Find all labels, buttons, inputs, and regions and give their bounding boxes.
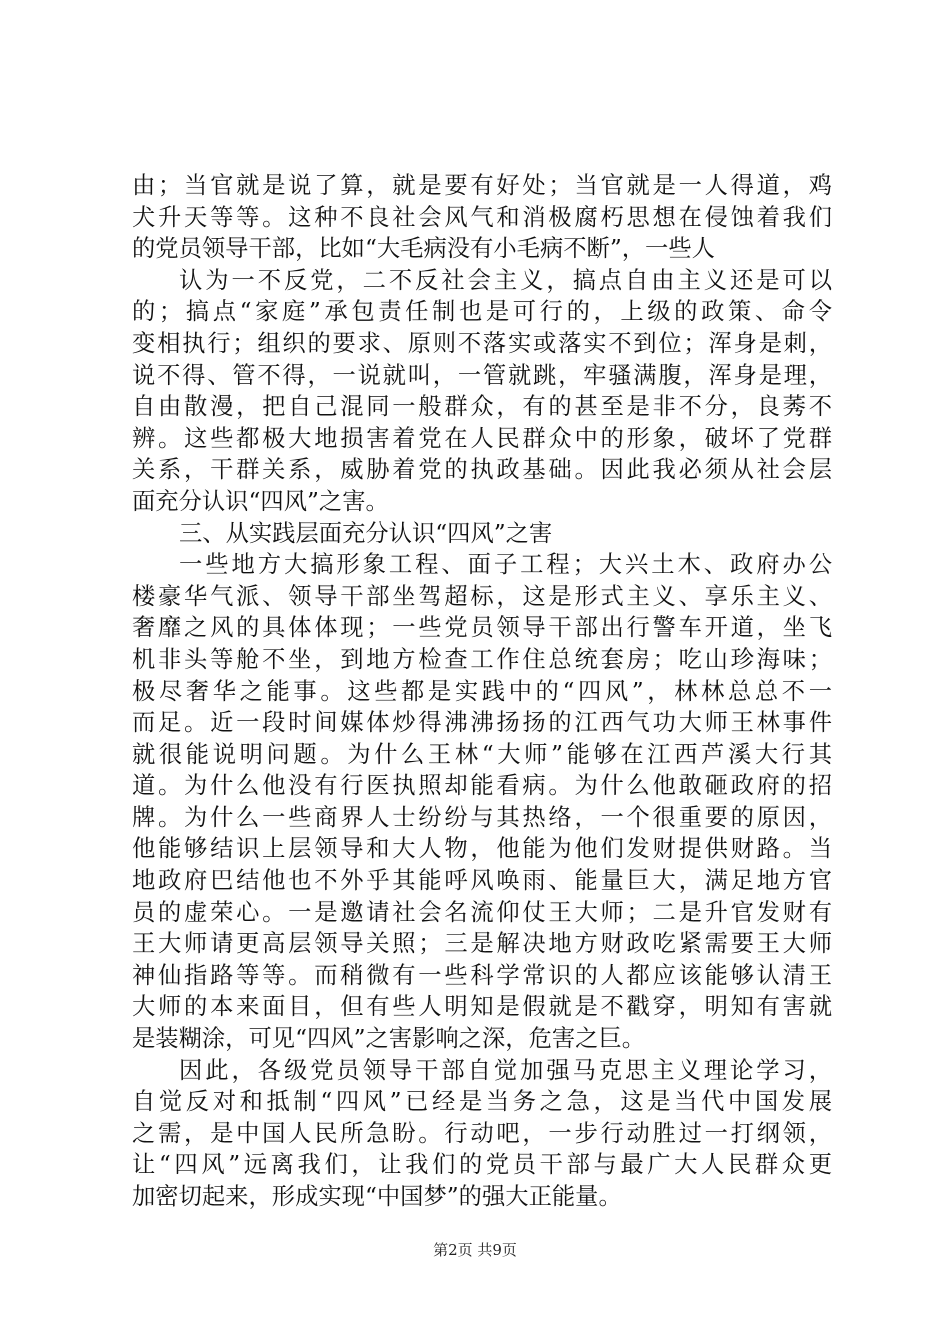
text-line: 神仙指路等等。而稍微有一些科学常识的人都应该能够认清王	[132, 961, 832, 989]
document-body	[132, 170, 832, 1213]
text-line: 道。为什么他没有行医执照却能看病。为什么他敢砸政府的招	[132, 772, 832, 800]
text-line: 因此，各级党员领导干部自觉加强马克思主义理论学习，	[179, 1056, 832, 1084]
text-line: 面充分认识“四风”之害。	[132, 487, 389, 515]
text-line: 一些地方大搞形象工程、面子工程；大兴土木、政府办公	[179, 551, 832, 579]
text-line: 说不得、管不得，一说就叫，一管就跳，牢骚满腹，浑身是理，	[132, 361, 832, 389]
text-line: 犬升天等等。这种不良社会风气和消极腐朽思想在侵蚀着我们	[132, 203, 832, 231]
text-line: 王大师请更高层领导关照；三是解决地方财政吃紧需要王大师	[132, 930, 832, 958]
text-line: 牌。为什么一些商界人士纷纷与其热络，一个很重要的原因，	[132, 803, 832, 831]
text-line: 就很能说明问题。为什么王林“大师”能够在江西芦溪大行其	[132, 740, 832, 768]
text-line: 之需，是中国人民所急盼。行动吧，一步行动胜过一打纲领，	[132, 1119, 832, 1147]
text-line: 员的虚荣心。一是邀请社会名流仰仗王大师；二是升官发财有	[132, 898, 832, 926]
text-line: 让“四风”远离我们，让我们的党员干部与最广大人民群众更	[132, 1151, 832, 1179]
text-line: 的；搞点“家庭”承包责任制也是可行的，上级的政策、命令	[132, 298, 832, 326]
text-line: 而足。近一段时间媒体炒得沸沸扬扬的江西气功大师王林事件	[132, 709, 832, 737]
text-line: 认为一不反党，二不反社会主义，搞点自由主义还是可以	[179, 266, 832, 294]
text-line: 辨。这些都极大地损害着党在人民群众中的形象，破坏了党群	[132, 424, 832, 452]
text-line: 变相执行；组织的要求、原则不落实或落实不到位；浑身是刺，	[132, 329, 832, 357]
text-line: 机非头等舱不坐，到地方检查工作住总统套房；吃山珍海味；	[132, 645, 832, 673]
text-line: 是装糊涂，可见“四风”之害影响之深，危害之巨。	[132, 1025, 646, 1053]
text-line: 关系，干群关系，威胁着党的执政基础。因此我必须从社会层	[132, 456, 832, 484]
text-line: 楼豪华气派、领导干部坐驾超标，这是形式主义、享乐主义、	[132, 582, 832, 610]
text-line: 自由散漫，把自己混同一般群众，有的甚至是非不分，良莠不	[132, 393, 832, 421]
page-number: 第2页 共9页	[433, 1241, 517, 1259]
text-line: 由；当官就是说了算，就是要有好处；当官就是一人得道，鸡	[132, 172, 832, 199]
text-line: 他能够结识上层领导和大人物，他能为他们发财提供财路。当	[132, 835, 832, 863]
text-line: 的党员领导干部，比如“大毛病没有小毛病不断”，一些人	[132, 235, 715, 263]
text-line: 自觉反对和抵制“四风”已经是当务之急，这是当代中国发展	[132, 1088, 832, 1116]
text-line: 加密切起来，形成实现“中国梦”的强大正能量。	[132, 1183, 622, 1210]
text-line: 极尽奢华之能事。这些都是实践中的“四风”，林林总总不一	[132, 677, 832, 705]
text-line: 大师的本来面目，但有些人明知是假就是不戳穿，明知有害就	[132, 993, 832, 1021]
section-heading: 三、从实践层面充分认识“四风”之害	[179, 519, 553, 547]
text-line: 地政府巴结他也不外乎其能呼风唤雨、能量巨大，满足地方官	[132, 867, 832, 895]
text-line: 奢靡之风的具体体现；一些党员领导干部出行警车开道，坐飞	[132, 614, 832, 642]
